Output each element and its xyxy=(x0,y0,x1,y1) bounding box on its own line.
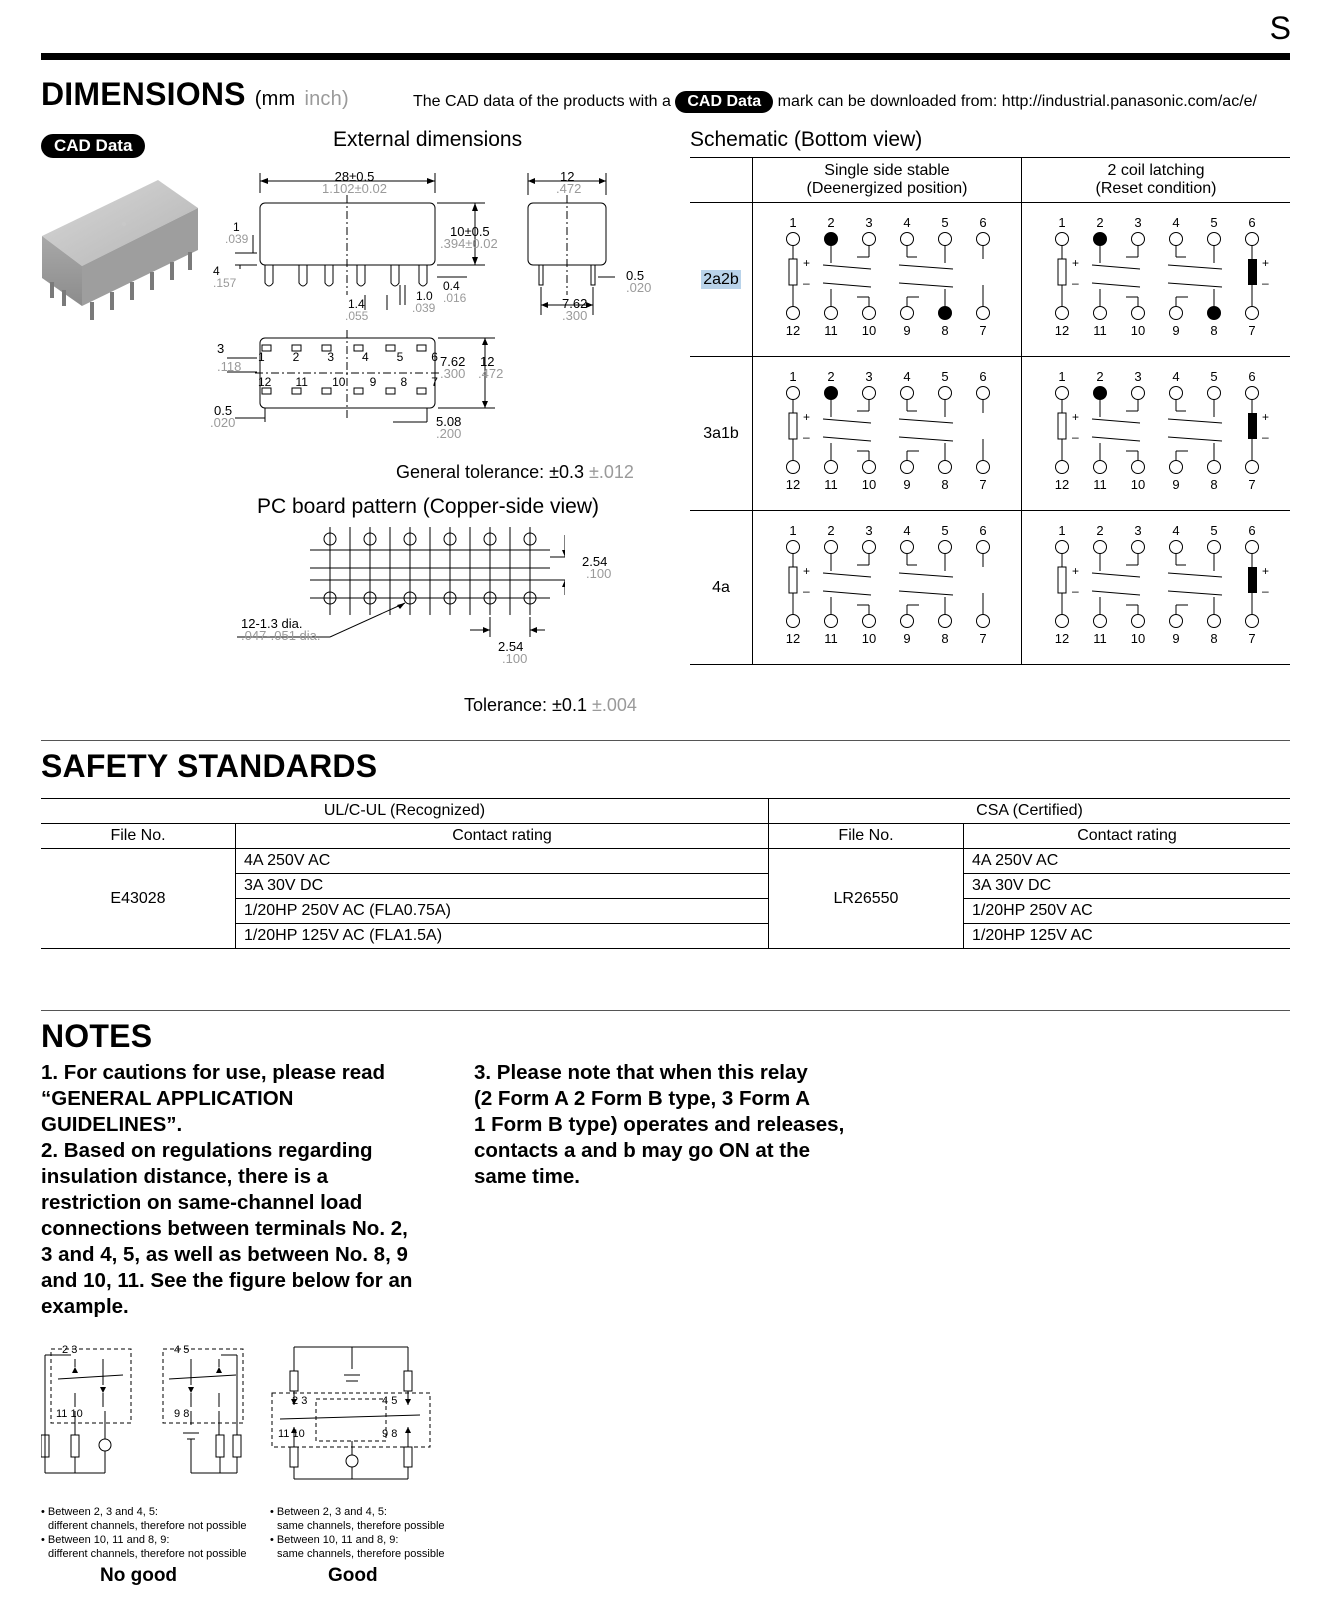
note-line: 2. Based on regulations regarding xyxy=(41,1139,373,1162)
cad-data-badge[interactable]: CAD Data xyxy=(41,134,145,158)
pin-label: 1 xyxy=(258,350,265,364)
caption-line: same channels, therefore possible xyxy=(277,1548,445,1560)
dimensions-title: DIMENSIONS xyxy=(41,76,246,112)
dim-0-5-bottom-in: .020 xyxy=(210,415,236,430)
pcb-pattern-title: PC board pattern (Copper-side view) xyxy=(257,495,599,518)
note-line: 1. For cautions for use, please read xyxy=(41,1061,386,1084)
dim-0-4-mm: 0.4 xyxy=(443,279,460,293)
csa-rating: 4A 250V AC xyxy=(963,849,1290,874)
dim-1-4 xyxy=(345,298,368,322)
schematic-type-cell xyxy=(690,357,753,511)
no-good-pins-top xyxy=(62,1344,77,1356)
note-line: GUIDELINES”. xyxy=(41,1113,183,1136)
schematic-row xyxy=(690,357,1290,511)
csa-rating: 3A 30V DC xyxy=(963,874,1290,899)
coil-plus-label: + xyxy=(1262,256,1270,270)
schematic-col-single xyxy=(753,158,1022,203)
schematic-pin-label: 9 xyxy=(903,323,911,338)
fig-pin-label: 3 xyxy=(301,1395,308,1407)
no-good-pins-bottom xyxy=(56,1408,83,1420)
safety-standards-table xyxy=(41,798,1290,949)
schematic-pin-label: 2 xyxy=(827,369,835,384)
dim-1 xyxy=(225,221,248,245)
schematic-pin-label: 6 xyxy=(979,369,987,384)
relay-schematic-diagram xyxy=(753,361,1021,501)
coil-plus-label: + xyxy=(1072,410,1080,424)
schematic-pin-label: 12 xyxy=(785,631,801,646)
relay-schematic-diagram xyxy=(1022,207,1290,347)
schematic-pin-label: 3 xyxy=(1134,215,1142,230)
ul-rating: 1/20HP 125V AC (FLA1.5A) xyxy=(236,924,769,949)
schematic-pin-label: 6 xyxy=(1248,523,1256,538)
dim-0-5 xyxy=(626,270,651,294)
csa-file-no: LR26550 xyxy=(768,849,963,949)
fig-pin-label: 9 xyxy=(382,1428,389,1440)
no-good-caption xyxy=(41,1505,247,1561)
coil-plus-label: + xyxy=(803,564,811,578)
general-tolerance-mm: General tolerance: ±0.3 xyxy=(396,462,584,482)
ul-file-header: File No. xyxy=(41,824,236,849)
coil-plus-label: + xyxy=(1262,564,1270,578)
schematic-pin-label: 7 xyxy=(979,631,987,646)
col-single-line1: Single side stable xyxy=(824,162,950,179)
cad-data-badge-inline: CAD Data xyxy=(675,91,773,113)
coil-minus-label: – xyxy=(803,584,810,598)
dim-height-mm: 10±0.5 xyxy=(450,224,490,239)
dim-0-5-bottom xyxy=(210,405,235,429)
schematic-pin-label: 5 xyxy=(1210,523,1218,538)
pin-label: 2 xyxy=(292,350,300,364)
dim-length-in: 1.102±0.02 xyxy=(322,181,387,196)
schematic-pin-label: 9 xyxy=(903,631,911,646)
pcb-dim-horizontal-mm: 2.54 xyxy=(498,639,524,654)
pcb-hole-dia-in: .047-.051 dia. xyxy=(241,628,321,643)
schematic-pin-label: 7 xyxy=(1248,477,1256,492)
dim-height xyxy=(440,226,498,250)
safety-title: SAFETY STANDARDS xyxy=(41,748,378,784)
schematic-pin-label: 10 xyxy=(861,323,877,338)
dim-4-in: .157 xyxy=(213,276,237,290)
coil-plus-label: + xyxy=(803,410,811,424)
schematic-pin-label: 5 xyxy=(941,369,949,384)
schematic-pin-label: 12 xyxy=(1054,631,1070,646)
schematic-pin-label: 11 xyxy=(1093,477,1107,492)
pin-label: 11 xyxy=(295,375,308,389)
caption-line: different channels, therefore not possible xyxy=(48,1548,247,1560)
schematic-pin-label: 10 xyxy=(1130,477,1146,492)
dim-7-62-bottom-in: .300 xyxy=(440,366,466,381)
pcb-tolerance xyxy=(464,695,637,716)
good-caption xyxy=(270,1505,445,1561)
fig-pin-label: 4 xyxy=(174,1344,181,1356)
dim-7-62-bottom-mm: 7.62 xyxy=(440,354,466,369)
page-corner-letter: S xyxy=(1269,10,1291,46)
schematic-pin-label: 1 xyxy=(1058,215,1066,230)
schematic-pin-label: 1 xyxy=(1058,369,1066,384)
schematic-pin-label: 8 xyxy=(1210,323,1218,338)
schematic-pin-label: 3 xyxy=(1134,369,1142,384)
dim-1-0-in: .039 xyxy=(412,301,436,315)
dim-5-08-in: .200 xyxy=(436,426,462,441)
dim-0-5-bottom-mm: 0.5 xyxy=(214,403,233,418)
schematic-pin-label: 9 xyxy=(1172,323,1180,338)
cad-note-pre: The CAD data of the products with a xyxy=(413,93,671,110)
no-good-label: No good xyxy=(100,1565,178,1586)
cad-download-note xyxy=(413,91,1257,113)
note-line: same time. xyxy=(474,1165,580,1188)
col-single-line2: (Deenergized position) xyxy=(806,180,968,197)
csa-rating-header: Contact rating xyxy=(963,824,1290,849)
dim-width-mm: 12 xyxy=(560,169,575,184)
schematic-pin-label: 7 xyxy=(979,477,987,492)
dim-length xyxy=(322,171,387,195)
schematic-title: Schematic (Bottom view) xyxy=(690,128,923,151)
dimensions-heading xyxy=(41,76,349,113)
good-pins-bottom xyxy=(278,1428,305,1440)
schematic-pin-label: 11 xyxy=(824,631,838,646)
pin-label: 3 xyxy=(327,350,334,364)
dim-0-5-mm: 0.5 xyxy=(626,268,645,283)
schematic-pin-label: 3 xyxy=(1134,523,1142,538)
dim-12-bottom-mm: 12 xyxy=(480,354,495,369)
dim-7-62-bottom xyxy=(440,356,465,380)
coil-minus-label: – xyxy=(803,430,810,444)
pcb-dim-vertical xyxy=(582,556,611,580)
dim-0-4-in: .016 xyxy=(443,291,467,305)
fig-pin-label: 2 xyxy=(292,1395,299,1407)
note-line: 1 Form B type) operates and releases, xyxy=(474,1113,845,1136)
col-latching-line2: (Reset condition) xyxy=(1095,180,1217,197)
fig-pin-label: 8 xyxy=(183,1408,190,1420)
schematic-pin-label: 4 xyxy=(903,369,911,384)
schematic-pin-label: 4 xyxy=(1172,523,1180,538)
dim-width-in: .472 xyxy=(556,181,582,196)
schematic-pin-label: 6 xyxy=(1248,369,1256,384)
ul-rating: 3A 30V DC xyxy=(236,874,769,899)
good-pins-top-right xyxy=(382,1395,397,1407)
dim-4-mm: 4 xyxy=(213,264,220,278)
schematic-pin-label: 1 xyxy=(789,369,797,384)
fig-pin-label: 4 xyxy=(382,1395,389,1407)
schematic-row xyxy=(690,511,1290,665)
dim-1-0-mm: 1.0 xyxy=(416,289,433,303)
schematic-pin-label: 11 xyxy=(1093,323,1107,338)
no-good-pins-bottom-right xyxy=(174,1408,189,1420)
cad-note-post[interactable]: mark can be downloaded from: http://industrial.panasonic.com/ac/e/ xyxy=(777,93,1257,110)
pcb-dim-horizontal-in: .100 xyxy=(502,651,528,666)
schematic-type-label: 4a xyxy=(712,578,730,596)
schematic-pin-label: 12 xyxy=(1054,323,1070,338)
caption-line: • Between 10, 11 and 8, 9: xyxy=(270,1534,399,1546)
dim-0-4 xyxy=(443,280,466,304)
note-line: (2 Form A 2 Form B type, 3 Form A xyxy=(474,1087,811,1110)
schematic-row xyxy=(690,203,1290,357)
schematic-pin-label: 4 xyxy=(1172,215,1180,230)
schematic-pin-label: 12 xyxy=(785,477,801,492)
dim-1-in: .039 xyxy=(225,232,249,246)
schematic-pin-label: 2 xyxy=(827,523,835,538)
dim-1-4-mm: 1.4 xyxy=(348,297,365,311)
schematic-type-cell xyxy=(690,511,753,665)
coil-minus-label: – xyxy=(1072,584,1079,598)
dim-0-5-in: .020 xyxy=(626,280,652,295)
csa-header: CSA (Certified) xyxy=(768,799,1290,824)
schematic-pin-label: 6 xyxy=(979,215,987,230)
dim-3 xyxy=(217,343,241,373)
dim-12-bottom-in: .472 xyxy=(478,366,504,381)
schematic-pin-label: 3 xyxy=(865,523,873,538)
dim-12-bottom xyxy=(478,356,503,380)
schematic-pin-label: 5 xyxy=(1210,369,1218,384)
coil-plus-label: + xyxy=(803,256,811,270)
schematic-pin-label: 11 xyxy=(824,477,838,492)
caption-line: same channels, therefore possible xyxy=(277,1520,445,1532)
coil-minus-label: – xyxy=(803,276,810,290)
ul-header: UL/C-UL (Recognized) xyxy=(41,799,768,824)
note-line: insulation distance, there is a xyxy=(41,1165,329,1188)
ul-rating-header: Contact rating xyxy=(236,824,769,849)
ul-file-no: E43028 xyxy=(41,849,236,949)
schematic-pin-label: 11 xyxy=(1093,631,1107,646)
schematic-pin-label: 6 xyxy=(1248,215,1256,230)
fig-pin-label: 5 xyxy=(391,1395,398,1407)
notes-left-text xyxy=(41,1060,412,1320)
pcb-hole-dia-mm: 12-1.3 dia. xyxy=(241,616,303,631)
coil-minus-label: – xyxy=(1072,276,1079,290)
schematic-pin-label: 8 xyxy=(1210,477,1218,492)
pin-label: 8 xyxy=(400,375,408,389)
good-pins-bottom-right xyxy=(382,1428,397,1440)
schematic-pin-label: 11 xyxy=(824,323,838,338)
schematic-pin-label: 7 xyxy=(979,323,987,338)
dim-height-in: .394±0.02 xyxy=(440,236,498,251)
pcb-tolerance-mm: Tolerance: ±0.1 xyxy=(464,695,587,715)
schematic-pin-label: 3 xyxy=(865,215,873,230)
ul-rating: 4A 250V AC xyxy=(236,849,769,874)
schematic-pin-label: 7 xyxy=(1248,323,1256,338)
dim-7-62-end-mm: 7.62 xyxy=(562,296,588,311)
pin-label: 7 xyxy=(431,375,438,389)
schematic-pin-label: 8 xyxy=(1210,631,1218,646)
schematic-latching-cell xyxy=(1022,511,1291,665)
schematic-pin-label: 2 xyxy=(827,215,835,230)
dim-3-in: .118 xyxy=(217,359,242,374)
no-good-pins-top-right xyxy=(174,1344,189,1356)
general-tolerance-in: ±.012 xyxy=(589,462,634,482)
unit-mm: (mm xyxy=(254,88,296,110)
note-line: restriction on same-channel load xyxy=(41,1191,363,1214)
pin-label: 10 xyxy=(332,375,346,389)
schematic-pin-label: 8 xyxy=(941,323,949,338)
schematic-pin-label: 5 xyxy=(941,523,949,538)
schematic-pin-label: 2 xyxy=(1096,523,1104,538)
coil-minus-label: – xyxy=(1072,430,1079,444)
coil-minus-label: – xyxy=(1262,584,1269,598)
schematic-pin-label: 9 xyxy=(903,477,911,492)
schematic-pin-label: 5 xyxy=(941,215,949,230)
ul-rating: 1/20HP 250V AC (FLA0.75A) xyxy=(236,899,769,924)
schematic-pin-label: 6 xyxy=(979,523,987,538)
schematic-pin-label: 8 xyxy=(941,477,949,492)
good-label: Good xyxy=(328,1565,378,1586)
schematic-pin-label: 4 xyxy=(903,523,911,538)
pin-label: 9 xyxy=(369,375,377,389)
section-rule-safety xyxy=(41,740,1290,741)
fig-pin-label: 11 xyxy=(278,1428,290,1440)
note-line: connections between terminals No. 2, xyxy=(41,1217,408,1240)
schematic-single-cell xyxy=(753,511,1022,665)
note-line: contacts a and b may go ON at the xyxy=(474,1139,811,1162)
schematic-pin-label: 8 xyxy=(941,631,949,646)
coil-plus-label: + xyxy=(1072,564,1080,578)
csa-rating: 1/20HP 125V AC xyxy=(963,924,1290,949)
dim-1-mm: 1 xyxy=(233,220,240,234)
schematic-pin-label: 10 xyxy=(861,631,877,646)
section-rule-notes xyxy=(41,1010,1290,1011)
coil-minus-label: – xyxy=(1262,276,1269,290)
note-line: example. xyxy=(41,1295,129,1318)
schematic-pin-label: 10 xyxy=(1130,631,1146,646)
dim-7-62-end xyxy=(562,298,587,322)
schematic-pin-label: 10 xyxy=(1130,323,1146,338)
schematic-pin-label: 9 xyxy=(1172,477,1180,492)
header-rule xyxy=(41,53,1290,60)
caption-line: • Between 2, 3 and 4, 5: xyxy=(41,1506,158,1518)
fig-pin-label: 3 xyxy=(71,1344,78,1356)
fig-pin-label: 9 xyxy=(174,1408,181,1420)
caption-line: different channels, therefore not possible xyxy=(48,1520,247,1532)
schematic-latching-cell xyxy=(1022,357,1291,511)
schematic-pin-label: 1 xyxy=(789,215,797,230)
schematic-latching-cell xyxy=(1022,203,1291,357)
schematic-pin-label: 2 xyxy=(1096,369,1104,384)
pin-label: 6 xyxy=(431,350,438,364)
fig-pin-label: 8 xyxy=(391,1428,398,1440)
pin-label: 4 xyxy=(361,350,369,364)
schematic-pin-label: 10 xyxy=(861,477,877,492)
schematic-corner-cell xyxy=(690,158,753,203)
schematic-col-latching xyxy=(1022,158,1291,203)
notes-right-text xyxy=(474,1060,844,1190)
pin-label: 12 xyxy=(258,375,272,389)
schematic-pin-label: 4 xyxy=(903,215,911,230)
coil-plus-label: + xyxy=(1262,410,1270,424)
schematic-pin-label: 2 xyxy=(1096,215,1104,230)
notes-title: NOTES xyxy=(41,1018,153,1054)
coil-minus-label: – xyxy=(1262,430,1269,444)
schematic-pin-label: 9 xyxy=(1172,631,1180,646)
relay-schematic-diagram xyxy=(753,515,1021,655)
csa-file-header: File No. xyxy=(768,824,963,849)
pcb-dim-horizontal xyxy=(498,641,527,665)
pcb-tolerance-in: ±.004 xyxy=(591,695,637,715)
schematic-pin-label: 1 xyxy=(1058,523,1066,538)
schematic-single-cell xyxy=(753,203,1022,357)
good-wiring-figure xyxy=(270,1345,440,1485)
note-line: 3. Please note that when this relay xyxy=(474,1061,808,1084)
relay-schematic-diagram xyxy=(1022,361,1290,501)
schematic-single-cell xyxy=(753,357,1022,511)
dim-1-0 xyxy=(412,290,435,314)
fig-pin-label: 11 xyxy=(56,1408,68,1420)
general-tolerance xyxy=(396,462,634,483)
pcb-hole-dia xyxy=(241,618,321,642)
dim-width xyxy=(556,171,581,195)
dim-5-08 xyxy=(436,416,461,440)
pcb-dim-vertical-mm: 2.54 xyxy=(582,554,608,569)
dim-5-08-mm: 5.08 xyxy=(436,414,462,429)
bottom-pin-labels-bottom xyxy=(258,375,438,389)
schematic-type-label: 2a2b xyxy=(703,270,739,288)
bottom-pin-labels-top xyxy=(258,350,438,364)
fig-pin-label: 10 xyxy=(70,1408,83,1420)
schematic-type-label: 3a1b xyxy=(703,424,739,442)
note-line: “GENERAL APPLICATION xyxy=(41,1087,294,1110)
schematic-pin-label: 5 xyxy=(1210,215,1218,230)
schematic-pin-label: 4 xyxy=(1172,369,1180,384)
unit-inch: inch) xyxy=(304,88,349,110)
fig-pin-label: 2 xyxy=(62,1344,69,1356)
dim-1-4-in: .055 xyxy=(345,309,369,323)
fig-pin-label: 10 xyxy=(292,1428,305,1440)
schematic-pin-label: 1 xyxy=(789,523,797,538)
schematic-table xyxy=(690,157,1290,665)
csa-rating: 1/20HP 250V AC xyxy=(963,899,1290,924)
relay-3d-image xyxy=(38,178,208,338)
col-latching-line1: 2 coil latching xyxy=(1107,162,1205,179)
external-dimensions-title: External dimensions xyxy=(333,128,523,151)
schematic-pin-label: 12 xyxy=(785,323,801,338)
dim-3-mm: 3 xyxy=(217,341,225,356)
coil-plus-label: + xyxy=(1072,256,1080,270)
dim-7-62-end-in: .300 xyxy=(562,308,588,323)
schematic-pin-label: 7 xyxy=(1248,631,1256,646)
dim-4 xyxy=(213,265,236,289)
note-line: and 10, 11. See the figure below for an xyxy=(41,1269,413,1292)
fig-pin-label: 5 xyxy=(183,1344,190,1356)
caption-line: • Between 10, 11 and 8, 9: xyxy=(41,1534,170,1546)
schematic-pin-label: 3 xyxy=(865,369,873,384)
caption-line: • Between 2, 3 and 4, 5: xyxy=(270,1506,387,1518)
pcb-dim-vertical-in: .100 xyxy=(586,566,612,581)
pin-label: 5 xyxy=(396,350,404,364)
schematic-type-cell xyxy=(690,203,753,357)
relay-schematic-diagram xyxy=(753,207,1021,347)
good-pins-top xyxy=(292,1395,307,1407)
schematic-pin-label: 12 xyxy=(1054,477,1070,492)
note-line: 3 and 4, 5, as well as between No. 8, 9 xyxy=(41,1243,408,1266)
dim-length-mm: 28±0.5 xyxy=(334,169,375,184)
relay-schematic-diagram xyxy=(1022,515,1290,655)
